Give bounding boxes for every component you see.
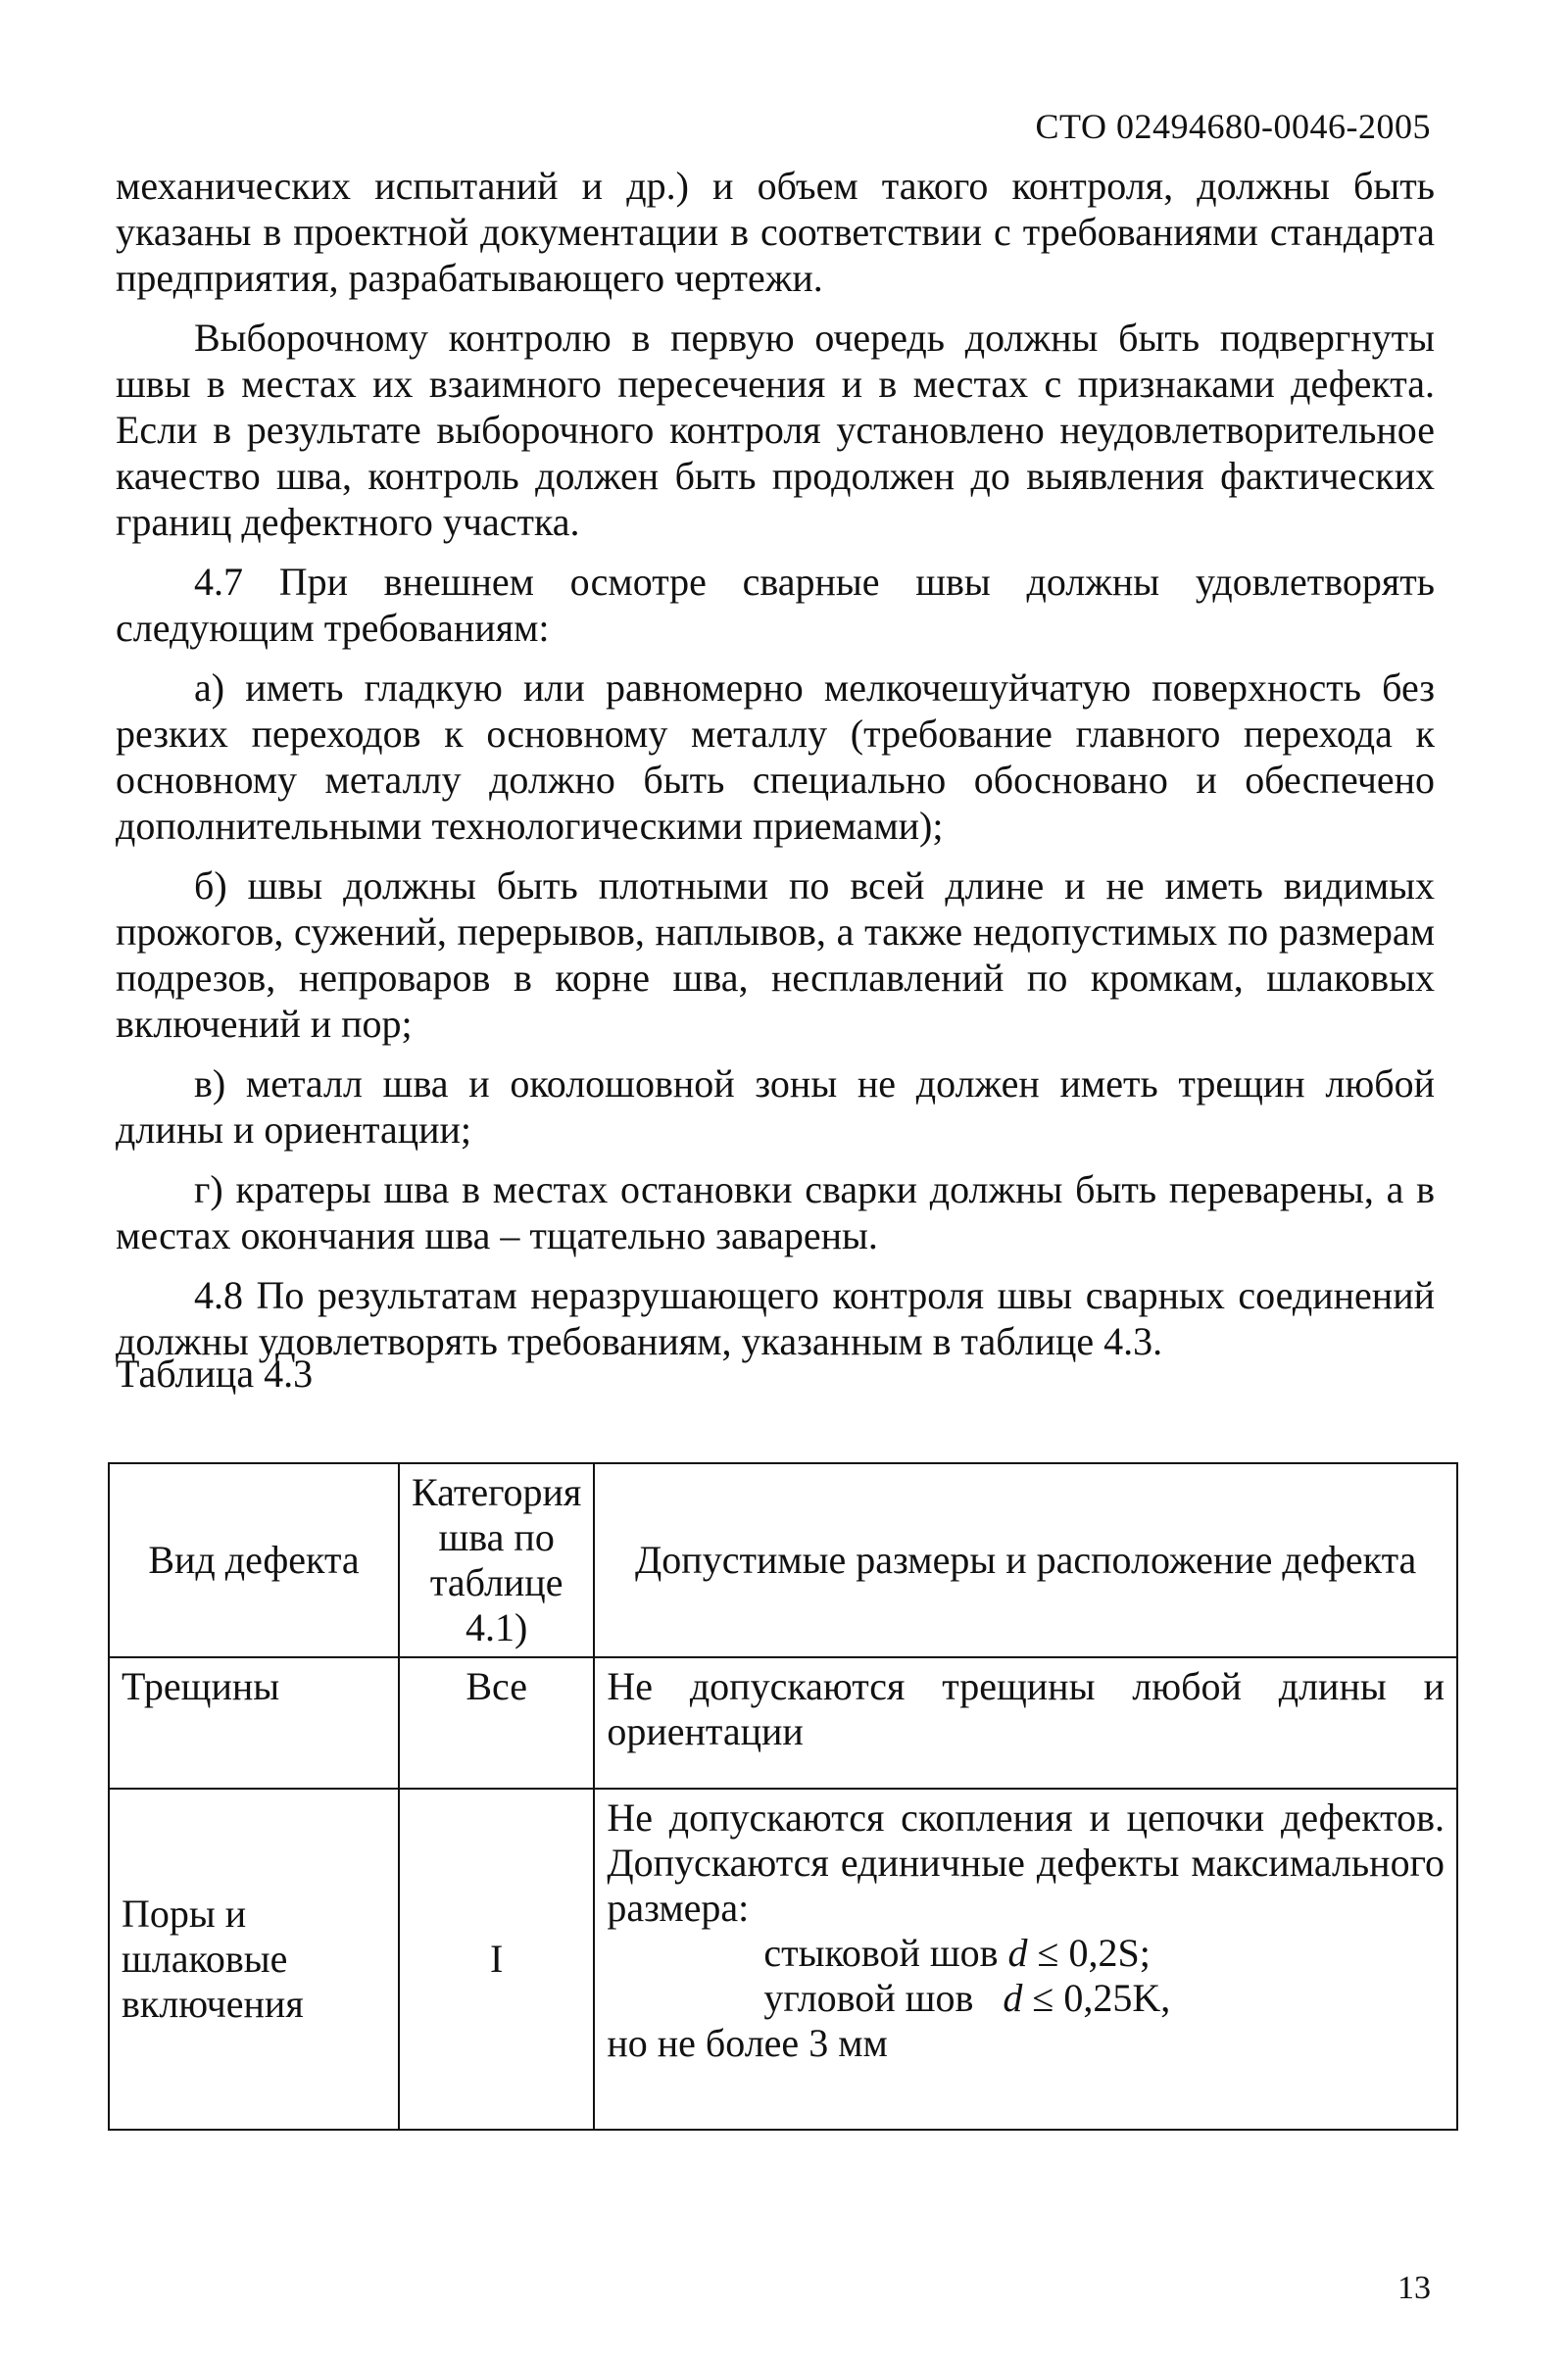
page-number: 13 xyxy=(1397,2270,1431,2306)
paragraph: 4.7 При внешнем осмотре сварные швы должны удовлетворять следующим требованиям: xyxy=(116,560,1435,650)
paragraph: механических испытаний и др.) и объем такого контроля, должны быть указаны в проектной документации в соответствии с требованиями стандарта предприятия, разрабатывающего чертежи. xyxy=(116,164,1435,300)
table-row xyxy=(109,1789,1457,2130)
fillet-weld-line xyxy=(607,1976,1445,2021)
cell-allowed: Не допускаются трещины любой длины и ориентации xyxy=(594,1657,1457,1789)
table-row xyxy=(109,1657,1457,1789)
header-category: Категория шва по таблице 4.1) xyxy=(399,1463,594,1657)
cell-category: I xyxy=(399,1789,594,2130)
butt-weld-value: ≤ 0,2S; xyxy=(1027,1931,1151,1975)
cell-allowed xyxy=(594,1789,1457,2130)
allowed-intro: Не допускаются скопления и цепочки дефектов. Допускаются единичные дефекты максимального размера: xyxy=(607,1795,1445,1930)
paragraph: в) металл шва и околошовной зоны не должен иметь трещин любой длины и ориентации; xyxy=(116,1061,1435,1152)
butt-weld-line xyxy=(607,1931,1445,1976)
paragraph: а) иметь гладкую или равномерно мелкочешуйчатую поверхность без резких переходов к основному металлу (требование главного перехода к основному металлу должно быть специально обосновано и обеспечено дополнительными технологическими приемами); xyxy=(116,665,1435,848)
cell-defect-type: Поры и шлаковые включения xyxy=(109,1789,399,2130)
paragraph: Выборочному контролю в первую очередь должны быть подвергнуты швы в местах их взаимного пересечения и в местах с признаками дефекта. Если в результате выборочного контроля установлено неудовлетворительное качество шва, контроль должен быть продолжен до выявления фактических границ дефектного участка. xyxy=(116,316,1435,544)
fillet-weld-label: угловой шов xyxy=(763,1976,974,2020)
body-text xyxy=(116,163,1435,1378)
paragraph: б) швы должны быть плотными по всей длине и не иметь видимых прожогов, сужений, перерывов, наплывов, а также недопустимых по размерам подрезов, непроваров в корне шва, несплавлений по кромкам, шлаковых включений и пор; xyxy=(116,863,1435,1046)
table-header-row xyxy=(109,1463,1457,1657)
butt-weld-variable: d xyxy=(1007,1931,1028,1975)
butt-weld-label: стыковой шов xyxy=(763,1931,999,1975)
fillet-weld-variable: d xyxy=(1003,1976,1023,2020)
paragraph: г) кратеры шва в местах остановки сварки должны быть переварены, а в местах окончания шва – тщательно заварены. xyxy=(116,1167,1435,1257)
fillet-weld-value: ≤ 0,25K, xyxy=(1022,1976,1171,2020)
header-defect-type: Вид дефекта xyxy=(109,1463,399,1657)
cell-defect-type: Трещины xyxy=(109,1657,399,1789)
header-allowed: Допустимые размеры и расположение дефекта xyxy=(594,1463,1457,1657)
table-caption: Таблица 4.3 xyxy=(116,1352,314,1396)
cell-category: Все xyxy=(399,1657,594,1789)
document-code: СТО 02494680-0046-2005 xyxy=(1035,107,1431,146)
allowed-tail: но не более 3 мм xyxy=(607,2021,888,2065)
paragraph: 4.8 По результатам неразрушающего контроля швы сварных соединений должны удовлетворять требованиям, указанным в таблице 4.3. xyxy=(116,1273,1435,1363)
defects-table xyxy=(108,1462,1458,2131)
